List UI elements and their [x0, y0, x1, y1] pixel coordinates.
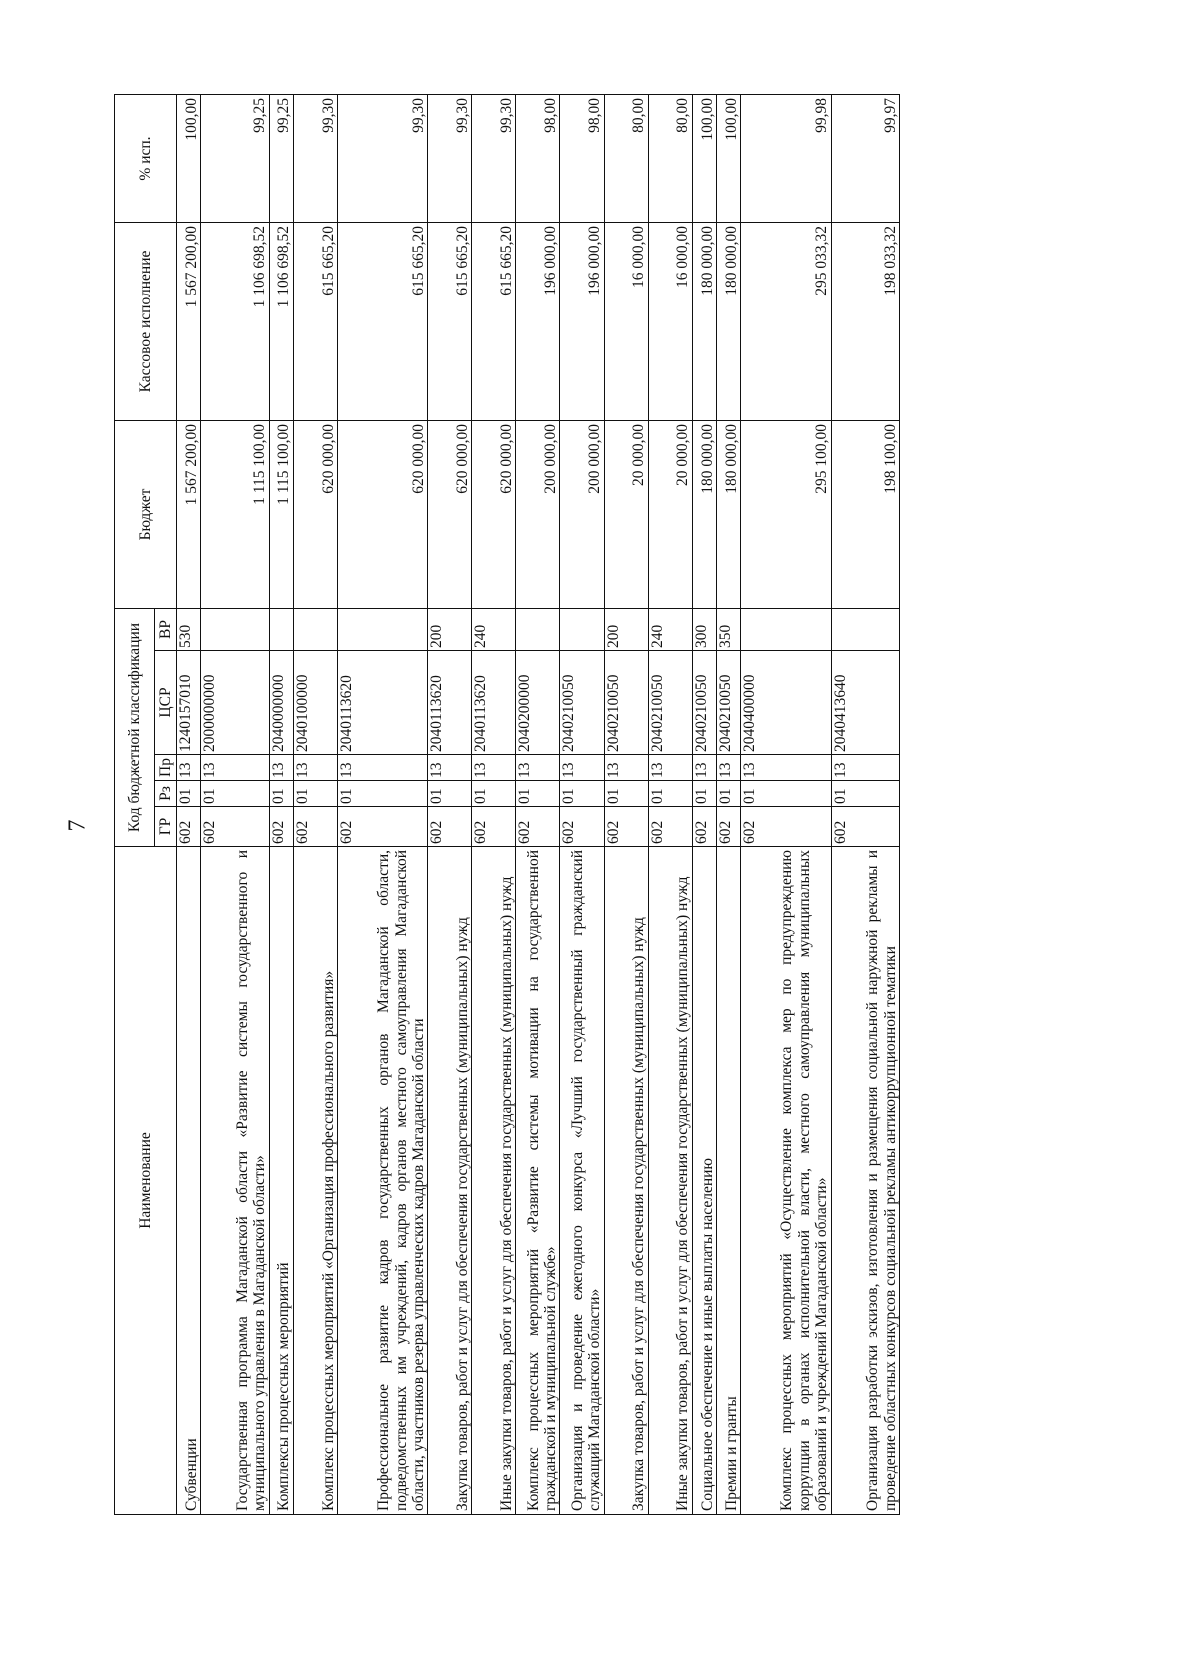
row-cash: 615 665,20 — [337, 223, 427, 421]
row-gr: 602 — [201, 807, 269, 847]
table-row — [269, 95, 293, 1515]
row-pct: 99,30 — [472, 95, 516, 223]
header-pct: % исп. — [115, 95, 177, 223]
row-cash: 615 665,20 — [428, 223, 472, 421]
row-pr: 13 — [337, 755, 427, 781]
row-name: Комплекс процессных мероприятий «Организация профессионального развития» — [293, 847, 337, 1515]
row-name: Субвенции — [177, 847, 201, 1515]
row-csr: 2040210050 — [692, 651, 716, 755]
row-name: Социальное обеспечение и иные выплаты населению — [692, 847, 716, 1515]
row-budget: 200 000,00 — [560, 421, 604, 609]
row-pct: 99,25 — [269, 95, 293, 223]
row-budget: 620 000,00 — [428, 421, 472, 609]
row-pr: 13 — [201, 755, 269, 781]
row-gr: 602 — [177, 807, 201, 847]
row-budget: 620 000,00 — [337, 421, 427, 609]
row-vr — [337, 609, 427, 651]
row-rz: 01 — [516, 781, 560, 807]
row-cash: 615 665,20 — [293, 223, 337, 421]
row-pr: 13 — [648, 755, 692, 781]
row-cash: 196 000,00 — [560, 223, 604, 421]
table-row — [648, 95, 692, 1515]
row-csr: 2040200000 — [516, 651, 560, 755]
row-vr: 300 — [692, 609, 716, 651]
row-vr: 240 — [648, 609, 692, 651]
row-budget: 620 000,00 — [293, 421, 337, 609]
row-cash: 198 033,32 — [831, 223, 899, 421]
row-rz: 01 — [741, 781, 831, 807]
table-row — [428, 95, 472, 1515]
header-vr: ВР — [155, 609, 177, 651]
header-pr: Пр — [155, 755, 177, 781]
row-name: Комплекс процессных мероприятий «Развитие системы мотивации на государственной гражданской и муниципальной службе» — [516, 847, 560, 1515]
row-name: Организация разработки эскизов, изготовления и размещения социальной наружной рекламы и проведение областных конкурсов социальной рекламы антикоррупционной тематики — [831, 847, 899, 1515]
table-row — [201, 95, 269, 1515]
row-pr: 13 — [716, 755, 740, 781]
row-pct: 100,00 — [177, 95, 201, 223]
header-cash: Кассовое исполнение — [115, 223, 177, 421]
row-cash: 295 033,32 — [741, 223, 831, 421]
row-csr: 2040413640 — [831, 651, 899, 755]
header-rz: Рз — [155, 781, 177, 807]
row-cash: 1 567 200,00 — [177, 223, 201, 421]
row-pr: 13 — [604, 755, 648, 781]
row-cash: 615 665,20 — [472, 223, 516, 421]
table-row — [472, 95, 516, 1515]
row-budget: 620 000,00 — [472, 421, 516, 609]
rotated-table-container — [114, 95, 900, 1515]
table-row — [741, 95, 831, 1515]
row-vr — [516, 609, 560, 651]
header-csr: ЦСР — [155, 651, 177, 755]
table-row — [716, 95, 740, 1515]
row-budget: 200 000,00 — [516, 421, 560, 609]
row-vr — [560, 609, 604, 651]
row-vr — [831, 609, 899, 651]
row-rz: 01 — [472, 781, 516, 807]
row-vr: 530 — [177, 609, 201, 651]
budget-table — [114, 94, 900, 1515]
row-pct: 99,30 — [428, 95, 472, 223]
table-row — [560, 95, 604, 1515]
row-rz: 01 — [337, 781, 427, 807]
row-pct: 80,00 — [648, 95, 692, 223]
row-name: Закупка товаров, работ и услуг для обеспечения государственных (муниципальных) нужд — [604, 847, 648, 1515]
row-cash: 1 106 698,52 — [201, 223, 269, 421]
row-pct: 100,00 — [716, 95, 740, 223]
row-pr: 13 — [269, 755, 293, 781]
row-cash: 196 000,00 — [516, 223, 560, 421]
table-row — [337, 95, 427, 1515]
row-rz: 01 — [648, 781, 692, 807]
row-budget: 20 000,00 — [648, 421, 692, 609]
row-gr: 602 — [831, 807, 899, 847]
table-row — [604, 95, 648, 1515]
row-pct: 99,97 — [831, 95, 899, 223]
header-budget: Бюджет — [115, 421, 177, 609]
row-cash: 16 000,00 — [648, 223, 692, 421]
row-pct: 98,00 — [560, 95, 604, 223]
row-rz: 01 — [293, 781, 337, 807]
row-pr: 13 — [293, 755, 337, 781]
row-csr: 2040210050 — [604, 651, 648, 755]
row-vr: 350 — [716, 609, 740, 651]
row-csr: 2040400000 — [741, 651, 831, 755]
row-vr — [201, 609, 269, 651]
row-rz: 01 — [428, 781, 472, 807]
row-pr: 13 — [472, 755, 516, 781]
row-cash: 16 000,00 — [604, 223, 648, 421]
table-row — [516, 95, 560, 1515]
row-gr: 602 — [428, 807, 472, 847]
row-csr: 2040113620 — [428, 651, 472, 755]
header-name: Наименование — [115, 847, 177, 1515]
row-vr: 200 — [428, 609, 472, 651]
row-budget: 20 000,00 — [604, 421, 648, 609]
row-pct: 99,98 — [741, 95, 831, 223]
row-rz: 01 — [560, 781, 604, 807]
row-gr: 602 — [269, 807, 293, 847]
row-pct: 98,00 — [516, 95, 560, 223]
row-pct: 99,30 — [293, 95, 337, 223]
row-rz: 01 — [201, 781, 269, 807]
row-gr: 602 — [293, 807, 337, 847]
row-pct: 99,30 — [337, 95, 427, 223]
table-row — [692, 95, 716, 1515]
row-name: Комплекс процессных мероприятий «Осуществление комплекса мер по предупреждению коррупции в органах исполнительной власти, местного самоуправления муниципальных образований и учреждений Магаданской области» — [741, 847, 831, 1515]
row-pr: 13 — [428, 755, 472, 781]
table-row — [177, 95, 201, 1515]
row-vr — [269, 609, 293, 651]
row-rz: 01 — [604, 781, 648, 807]
table-row — [831, 95, 899, 1515]
row-gr: 602 — [560, 807, 604, 847]
row-csr: 2040113620 — [472, 651, 516, 755]
row-budget: 180 000,00 — [716, 421, 740, 609]
row-name: Профессиональное развитие кадров государственных органов Магаданской области, подведомственных им учреждений, кадров органов местного самоуправления Магаданской области, участников резерва управленческих кадров Магаданской области — [337, 847, 427, 1515]
header-row-1 — [115, 95, 155, 1515]
row-name: Иные закупки товаров, работ и услуг для обеспечения государственных (муниципальных) нужд — [472, 847, 516, 1515]
row-name: Закупка товаров, работ и услуг для обеспечения государственных (муниципальных) нужд — [428, 847, 472, 1515]
row-budget: 180 000,00 — [692, 421, 716, 609]
row-pr: 13 — [560, 755, 604, 781]
row-csr: 2040210050 — [716, 651, 740, 755]
row-rz: 01 — [177, 781, 201, 807]
table-row — [293, 95, 337, 1515]
row-name: Комплексы процессных мероприятий — [269, 847, 293, 1515]
page-number: 7 — [64, 819, 91, 832]
header-gr: ГР — [155, 807, 177, 847]
row-name: Премии и гранты — [716, 847, 740, 1515]
row-rz: 01 — [831, 781, 899, 807]
row-gr: 602 — [692, 807, 716, 847]
row-csr: 1240157010 — [177, 651, 201, 755]
row-csr: 2040113620 — [337, 651, 427, 755]
row-budget: 1 567 200,00 — [177, 421, 201, 609]
row-budget: 1 115 100,00 — [201, 421, 269, 609]
row-rz: 01 — [692, 781, 716, 807]
row-gr: 602 — [648, 807, 692, 847]
row-pct: 80,00 — [604, 95, 648, 223]
row-name: Организация и проведение ежегодного конкурса «Лучший государственный гражданский служащий Магаданской области» — [560, 847, 604, 1515]
row-name: Государственная программа Магаданской области «Развитие системы государственного и муниципального управления в Магаданской области» — [201, 847, 269, 1515]
row-csr: 2040210050 — [648, 651, 692, 755]
row-gr: 602 — [337, 807, 427, 847]
row-cash: 1 106 698,52 — [269, 223, 293, 421]
row-csr: 2040210050 — [560, 651, 604, 755]
row-rz: 01 — [716, 781, 740, 807]
row-gr: 602 — [741, 807, 831, 847]
row-rz: 01 — [269, 781, 293, 807]
row-gr: 602 — [472, 807, 516, 847]
header-code-group: Код бюджетной классификации — [115, 609, 155, 847]
row-name: Иные закупки товаров, работ и услуг для обеспечения государственных (муниципальных) нужд — [648, 847, 692, 1515]
row-pr: 13 — [831, 755, 899, 781]
row-pct: 100,00 — [692, 95, 716, 223]
row-gr: 602 — [716, 807, 740, 847]
row-csr: 2040100000 — [293, 651, 337, 755]
row-budget: 295 100,00 — [741, 421, 831, 609]
row-pr: 13 — [177, 755, 201, 781]
row-cash: 180 000,00 — [716, 223, 740, 421]
row-budget: 198 100,00 — [831, 421, 899, 609]
row-csr: 2000000000 — [201, 651, 269, 755]
row-gr: 602 — [604, 807, 648, 847]
row-pct: 99,25 — [201, 95, 269, 223]
row-vr: 240 — [472, 609, 516, 651]
row-vr — [293, 609, 337, 651]
row-cash: 180 000,00 — [692, 223, 716, 421]
row-pr: 13 — [741, 755, 831, 781]
row-pr: 13 — [692, 755, 716, 781]
row-csr: 2040000000 — [269, 651, 293, 755]
row-pr: 13 — [516, 755, 560, 781]
row-vr: 200 — [604, 609, 648, 651]
row-gr: 602 — [516, 807, 560, 847]
row-vr — [741, 609, 831, 651]
row-budget: 1 115 100,00 — [269, 421, 293, 609]
